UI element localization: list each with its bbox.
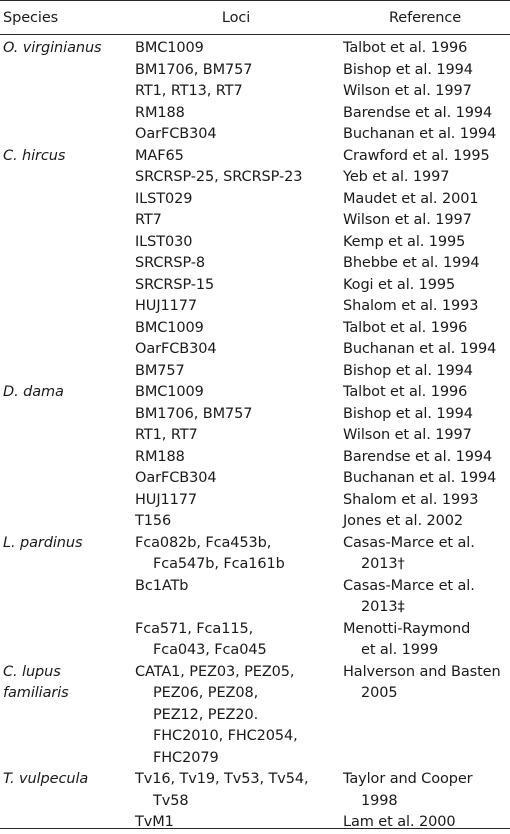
table-row bbox=[0, 576, 510, 619]
reference-cell bbox=[340, 490, 510, 512]
table-row bbox=[0, 275, 510, 297]
reference-column-header: Reference bbox=[340, 1, 510, 35]
table-row bbox=[0, 60, 510, 82]
species-cell bbox=[0, 511, 132, 533]
loci-cell bbox=[132, 769, 340, 812]
loci-line: Tv58 bbox=[153, 792, 189, 809]
table-row bbox=[0, 619, 510, 662]
loci-line: FHC2079 bbox=[153, 749, 219, 766]
table-row bbox=[0, 253, 510, 275]
loci-line: BMC1009 bbox=[135, 40, 204, 56]
reference-line: Crawford et al. 1995 bbox=[343, 147, 490, 164]
reference-line: Menotti-Raymond bbox=[343, 620, 471, 637]
reference-cell bbox=[340, 533, 510, 576]
species-cell: T. vulpecula bbox=[3, 771, 89, 787]
reference-line: Buchanan et al. 1994 bbox=[343, 126, 497, 142]
table-row bbox=[0, 318, 510, 340]
loci-cell bbox=[132, 404, 340, 426]
loci-line: RM188 bbox=[135, 104, 185, 121]
reference-line: Jones et al. 2002 bbox=[343, 513, 463, 529]
table-row bbox=[0, 146, 510, 168]
species-cell: O. virginianus bbox=[3, 40, 102, 56]
loci-cell bbox=[132, 490, 340, 512]
species-cell bbox=[0, 812, 132, 834]
reference-cell bbox=[340, 146, 510, 168]
reference-cell bbox=[340, 662, 510, 770]
reference-line: Talbot et al. 1996 bbox=[343, 40, 468, 56]
table-row bbox=[0, 189, 510, 211]
species-cell bbox=[0, 339, 132, 361]
reference-cell bbox=[340, 296, 510, 318]
loci-line: SRCRSP-8 bbox=[135, 255, 206, 271]
reference-cell bbox=[340, 103, 510, 125]
reference-line: Shalom et al. 1993 bbox=[343, 491, 479, 508]
table-row bbox=[0, 339, 510, 361]
reference-cell bbox=[340, 576, 510, 619]
reference-line: Buchanan et al. 1994 bbox=[343, 341, 497, 357]
loci-cell bbox=[132, 576, 340, 619]
loci-line: TvM1 bbox=[135, 814, 174, 830]
reference-cell bbox=[340, 275, 510, 297]
loci-column-header: Loci bbox=[132, 1, 340, 35]
loci-cell bbox=[132, 146, 340, 168]
loci-line: SRCRSP-25, SRCRSP-23 bbox=[135, 169, 303, 185]
loci-line: MAF65 bbox=[135, 147, 184, 164]
table-row bbox=[0, 167, 510, 189]
loci-cell bbox=[132, 35, 340, 60]
loci-cell bbox=[132, 619, 340, 662]
reference-cell bbox=[340, 210, 510, 232]
reference-line: Halverson and Basten bbox=[343, 663, 501, 680]
loci-line: Fca547b, Fca161b bbox=[153, 556, 285, 572]
species-cell: C. hircus bbox=[3, 147, 66, 164]
loci-line: OarFCB304 bbox=[135, 341, 217, 357]
table-body bbox=[0, 35, 510, 834]
loci-line: OarFCB304 bbox=[135, 470, 217, 486]
reference-line: Bishop et al. 1994 bbox=[343, 405, 473, 422]
loci-line: BM1706, BM757 bbox=[135, 61, 253, 78]
table-bottom-rule bbox=[0, 828, 510, 829]
table-row bbox=[0, 382, 510, 404]
loci-cell bbox=[132, 511, 340, 533]
loci-cell bbox=[132, 812, 340, 834]
loci-line: PEZ06, PEZ08, bbox=[153, 685, 259, 701]
loci-line: Bc1ATb bbox=[135, 577, 189, 594]
table-row bbox=[0, 511, 510, 533]
species-line: familiaris bbox=[3, 685, 69, 701]
loci-line: FHC2010, FHC2054, bbox=[153, 728, 298, 744]
loci-line: ILST029 bbox=[135, 190, 193, 207]
loci-cell bbox=[132, 425, 340, 447]
species-cell: L. pardinus bbox=[3, 534, 83, 551]
reference-cell bbox=[340, 189, 510, 211]
species-cell bbox=[0, 490, 132, 512]
species-cell bbox=[0, 167, 132, 189]
loci-line: T156 bbox=[135, 513, 172, 529]
reference-cell bbox=[340, 318, 510, 340]
species-cell bbox=[0, 275, 132, 297]
table-row bbox=[0, 232, 510, 254]
table-row bbox=[0, 81, 510, 103]
reference-cell bbox=[340, 468, 510, 490]
species-cell: D. dama bbox=[3, 384, 64, 400]
reference-line: Bishop et al. 1994 bbox=[343, 61, 473, 78]
reference-line: Bishop et al. 1994 bbox=[343, 362, 473, 379]
species-cell bbox=[0, 425, 132, 447]
species-cell bbox=[0, 447, 132, 469]
loci-line: PEZ12, PEZ20. bbox=[153, 706, 259, 723]
species-cell bbox=[0, 189, 132, 211]
reference-line: Kogi et al. 1995 bbox=[343, 276, 456, 293]
reference-cell bbox=[340, 361, 510, 383]
header-row bbox=[0, 1, 510, 35]
table-row bbox=[0, 361, 510, 383]
reference-line: 2013‡ bbox=[361, 599, 405, 615]
table-row bbox=[0, 662, 510, 770]
reference-line: Bhebbe et al. 1994 bbox=[343, 255, 480, 271]
table-row bbox=[0, 447, 510, 469]
table-row bbox=[0, 490, 510, 512]
reference-cell bbox=[340, 425, 510, 447]
species-cell bbox=[0, 232, 132, 254]
loci-line: RM188 bbox=[135, 448, 185, 465]
table-row bbox=[0, 296, 510, 318]
species-column-header: Species bbox=[0, 1, 132, 35]
species-cell bbox=[0, 103, 132, 125]
loci-line: RT1, RT13, RT7 bbox=[135, 83, 243, 99]
reference-cell bbox=[340, 253, 510, 275]
loci-cell bbox=[132, 253, 340, 275]
reference-cell bbox=[340, 769, 510, 812]
table-row bbox=[0, 425, 510, 447]
loci-cell bbox=[132, 361, 340, 383]
species-cell bbox=[0, 662, 132, 770]
table-row bbox=[0, 35, 510, 60]
loci-cell bbox=[132, 468, 340, 490]
loci-line: ILST030 bbox=[135, 233, 193, 250]
loci-line: Tv16, Tv19, Tv53, Tv54, bbox=[135, 771, 309, 787]
species-line: C. lupus bbox=[3, 663, 61, 680]
loci-line: BMC1009 bbox=[135, 319, 204, 336]
loci-line: Fca043, Fca045 bbox=[153, 642, 267, 658]
reference-line: 1998 bbox=[361, 792, 398, 809]
reference-line: Shalom et al. 1993 bbox=[343, 298, 479, 314]
reference-cell bbox=[340, 60, 510, 82]
species-cell bbox=[0, 361, 132, 383]
reference-line: Wilson et al. 1997 bbox=[343, 212, 472, 228]
reference-cell bbox=[340, 447, 510, 469]
table-row bbox=[0, 769, 510, 812]
species-cell bbox=[0, 60, 132, 82]
reference-line: 2013† bbox=[361, 556, 405, 572]
reference-cell bbox=[340, 35, 510, 60]
reference-line: Yeb et al. 1997 bbox=[343, 169, 450, 185]
reference-line: Barendse et al. 1994 bbox=[343, 448, 493, 465]
loci-line: RT1, RT7 bbox=[135, 427, 198, 443]
table-row bbox=[0, 468, 510, 490]
reference-line: Casas-Marce et al. bbox=[343, 534, 475, 551]
loci-cell bbox=[132, 662, 340, 770]
reference-line: Casas-Marce et al. bbox=[343, 577, 475, 594]
loci-line: BMC1009 bbox=[135, 384, 204, 400]
loci-cell bbox=[132, 124, 340, 146]
loci-cell bbox=[132, 103, 340, 125]
species-cell bbox=[0, 210, 132, 232]
reference-line: Talbot et al. 1996 bbox=[343, 319, 468, 336]
loci-cell bbox=[132, 382, 340, 404]
reference-line: et al. 1999 bbox=[361, 642, 439, 658]
reference-line: Kemp et al. 1995 bbox=[343, 233, 466, 250]
loci-line: RT7 bbox=[135, 212, 162, 228]
reference-cell bbox=[340, 232, 510, 254]
reference-cell bbox=[340, 511, 510, 533]
loci-line: OarFCB304 bbox=[135, 126, 217, 142]
table-header bbox=[0, 1, 510, 35]
loci-line: Fca571, Fca115, bbox=[135, 620, 254, 637]
loci-cell bbox=[132, 60, 340, 82]
loci-cell bbox=[132, 81, 340, 103]
reference-line: Maudet et al. 2001 bbox=[343, 190, 479, 207]
reference-line: Talbot et al. 1996 bbox=[343, 384, 468, 400]
loci-line: BM757 bbox=[135, 362, 185, 379]
loci-line: SRCRSP-15 bbox=[135, 276, 215, 293]
table-row bbox=[0, 404, 510, 426]
loci-cell bbox=[132, 189, 340, 211]
species-cell bbox=[0, 253, 132, 275]
loci-line: CATA1, PEZ03, PEZ05, bbox=[135, 663, 295, 680]
reference-cell bbox=[340, 382, 510, 404]
reference-cell bbox=[340, 812, 510, 834]
species-cell bbox=[0, 296, 132, 318]
loci-cell bbox=[132, 167, 340, 189]
loci-cell bbox=[132, 210, 340, 232]
loci-cell bbox=[132, 318, 340, 340]
table-row bbox=[0, 812, 510, 834]
loci-line: HUJ1177 bbox=[135, 491, 197, 508]
loci-cell bbox=[132, 232, 340, 254]
species-cell bbox=[0, 576, 132, 619]
reference-cell bbox=[340, 167, 510, 189]
species-cell bbox=[0, 81, 132, 103]
reference-cell bbox=[340, 81, 510, 103]
species-cell bbox=[0, 619, 132, 662]
table-row bbox=[0, 533, 510, 576]
reference-cell bbox=[340, 339, 510, 361]
loci-cell bbox=[132, 275, 340, 297]
loci-cell bbox=[132, 296, 340, 318]
loci-line: BM1706, BM757 bbox=[135, 405, 253, 422]
reference-line: Wilson et al. 1997 bbox=[343, 427, 472, 443]
species-cell bbox=[0, 404, 132, 426]
reference-line: 2005 bbox=[361, 685, 398, 701]
loci-cell bbox=[132, 447, 340, 469]
table-row bbox=[0, 210, 510, 232]
reference-cell bbox=[340, 124, 510, 146]
table-row bbox=[0, 124, 510, 146]
reference-cell bbox=[340, 619, 510, 662]
loci-cell bbox=[132, 533, 340, 576]
reference-line: Buchanan et al. 1994 bbox=[343, 470, 497, 486]
loci-cell bbox=[132, 339, 340, 361]
species-cell bbox=[0, 124, 132, 146]
reference-line: Wilson et al. 1997 bbox=[343, 83, 472, 99]
loci-line: HUJ1177 bbox=[135, 298, 197, 314]
species-cell bbox=[0, 318, 132, 340]
reference-cell bbox=[340, 404, 510, 426]
reference-line: Taylor and Cooper bbox=[343, 771, 473, 787]
loci-line: Fca082b, Fca453b, bbox=[135, 534, 272, 551]
reference-line: Lam et al. 2000 bbox=[343, 814, 456, 830]
species-cell bbox=[0, 468, 132, 490]
table-row bbox=[0, 103, 510, 125]
reference-line: Barendse et al. 1994 bbox=[343, 104, 493, 121]
